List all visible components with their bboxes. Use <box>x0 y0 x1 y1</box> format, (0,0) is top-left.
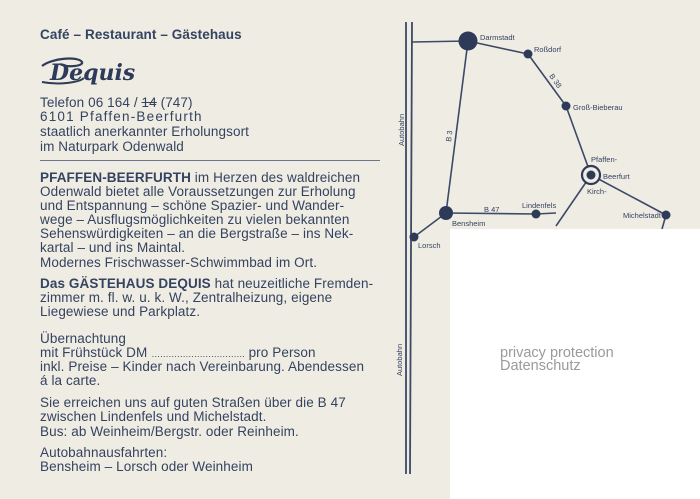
address-line: 6101 Pfaffen-Beerfurth <box>40 109 203 124</box>
p2-line2: zimmer m. fl. w. u. k. W., Zentralheizung, eigene <box>40 290 333 305</box>
road-b3 <box>446 41 468 213</box>
label-bensheim: Bensheim <box>452 219 486 228</box>
p4-line2: zwischen Lindenfels und Michelstadt. <box>40 409 267 424</box>
label-lindenfels: Lindenfels <box>522 201 557 210</box>
p2-line3: Liegewiese und Parkplatz. <box>40 304 201 319</box>
p1-line7: Modernes Frischwasser-Schwimmbad im Ort. <box>40 255 318 270</box>
label-michelstadt: Michelstadt <box>623 211 661 220</box>
label-rossdorf: Roßdorf <box>534 45 562 54</box>
p4-line1: Sie erreichen uns auf guten Straßen über die B 47 <box>40 395 346 410</box>
p1-line1-text: im Herzen des waldreichen <box>190 170 361 185</box>
label-pfaffen: Pfaffen- <box>591 155 618 164</box>
p1-line6: kartal – und ins Maintal. <box>40 240 186 255</box>
michelstadt-marker <box>662 211 671 220</box>
p3-line3: inkl. Preise – Kinder nach Vereinbarung. Abendessen <box>40 359 365 374</box>
p4-line3: Bus: ab Weinheim/Bergstr. oder Reinheim. <box>40 424 299 439</box>
bensheim-marker <box>439 206 453 220</box>
p1-line3: und Entspannung – schöne Spazier- und Wander- <box>40 198 345 213</box>
p2-line1-text: hat neuzeitliche Fremden- <box>210 276 374 291</box>
p2-bold: Das GÄSTEHAUS DEQUIS <box>40 276 211 291</box>
p2-line1 <box>40 276 373 291</box>
lindenfels-marker <box>532 210 541 219</box>
darmstadt-marker <box>459 32 478 51</box>
autobahn-label-2: Autobahn <box>395 343 404 376</box>
p1-line5: Sehenswürdigkeiten – an die Bergstraße – ins Nek- <box>40 226 354 241</box>
label-darmstadt: Darmstadt <box>480 33 515 42</box>
divider <box>40 160 380 161</box>
phone-suffix: (747) <box>156 95 193 110</box>
naturpark-line: im Naturpark Odenwald <box>40 139 184 154</box>
privacy-label: privacy protection <box>500 345 614 361</box>
beerfurth-center-marker <box>587 171 596 180</box>
label-gross-bieberau: Groß-Bieberau <box>573 103 623 112</box>
p3-line1: Übernachtung <box>40 331 127 346</box>
dequis-logo <box>38 52 138 88</box>
road-b38-lower <box>566 106 591 175</box>
gross-bieberau-marker <box>562 102 571 111</box>
header-title: Café – Restaurant – Gästehaus <box>40 27 242 42</box>
phone-line <box>40 95 193 110</box>
p3-per-person: pro Person <box>244 345 316 360</box>
autobahn-line-right <box>410 22 412 474</box>
datenschutz-label: Datenschutz <box>500 358 581 374</box>
logo-text: Dequis <box>50 60 136 86</box>
rossdorf-marker <box>524 50 533 59</box>
autobahn-label-1: Autobahn <box>397 113 406 146</box>
phone-prefix: Telefon 06 164 / <box>40 95 142 110</box>
p3-line4: á la carte. <box>40 373 101 388</box>
label-kirch: Kirch- <box>587 187 607 196</box>
p5-line2: Bensheim – Lorsch oder Weinheim <box>40 459 253 474</box>
p3-price-dots: …………………………… <box>151 349 245 359</box>
phone-struck: 14 <box>141 95 157 110</box>
p1-bold: PFAFFEN-BEERFURTH <box>40 170 191 185</box>
resort-line: staatlich anerkannter Erholungsort <box>40 124 250 139</box>
p1-line1 <box>40 170 360 185</box>
label-lorsch: Lorsch <box>418 241 441 250</box>
p3-price-label: mit Frühstück DM <box>40 345 152 360</box>
label-beerfurt: Beerfurt <box>603 172 630 181</box>
p1-line4: wege – Ausflugsmöglichkeiten zu vielen bekannten <box>40 212 350 227</box>
p1-line2: Odenwald bietet alle Voraussetzungen zur Erholung <box>40 184 356 199</box>
p3-line2 <box>40 345 316 360</box>
label-b38: B 38 <box>547 71 564 90</box>
label-b3: B 3 <box>444 129 455 143</box>
label-b47: B 47 <box>484 205 500 214</box>
p5-line1: Autobahnausfahrten: <box>40 445 168 460</box>
